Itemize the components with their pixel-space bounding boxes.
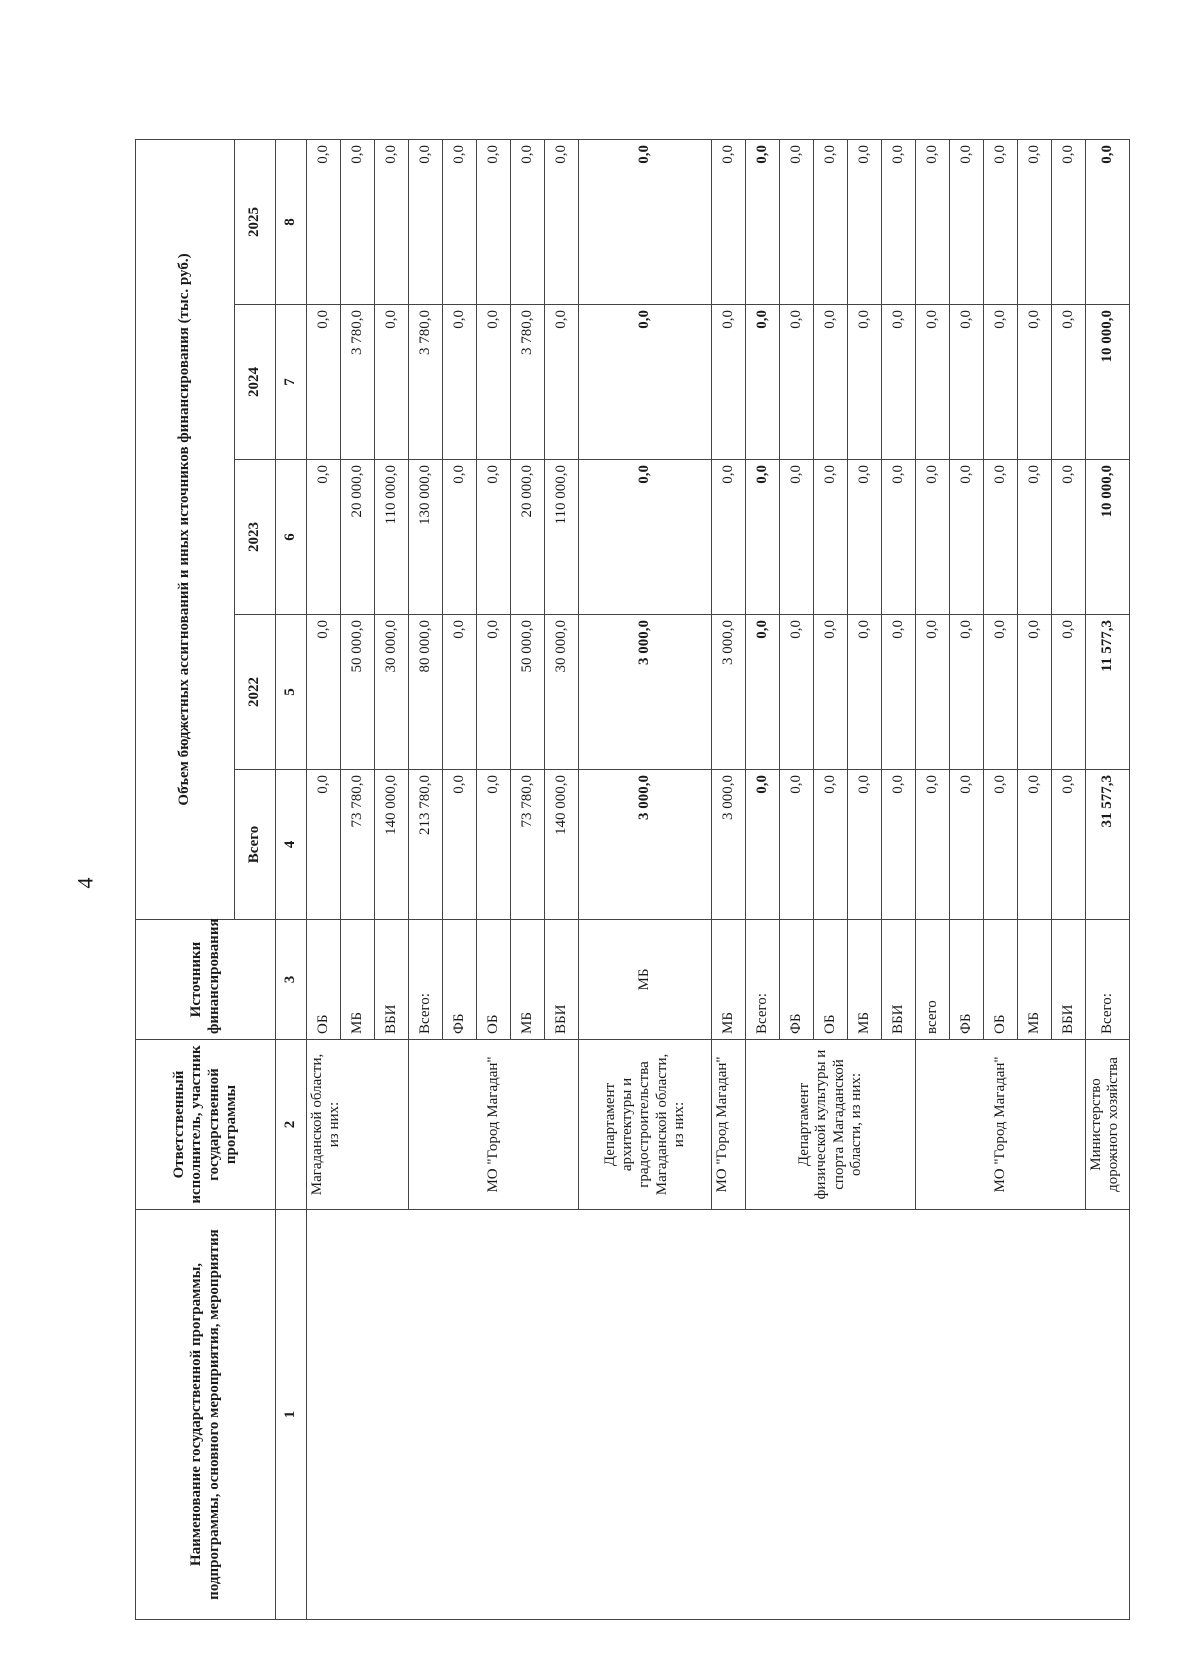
source-cell: ВБИ [375,920,409,1040]
column-number: 7 [276,305,307,460]
column-number: 8 [276,140,307,305]
value-2024: 0,0 [443,305,477,460]
value-2024: 0,0 [545,305,579,460]
column-number: 1 [276,1210,307,1620]
value-2023: 0,0 [712,460,746,615]
value-2025: 0,0 [579,140,712,305]
value-2022: 50 000,0 [341,615,375,770]
header-sources: Источники финансирования [136,920,276,1040]
value-2022: 3 000,0 [579,615,712,770]
value-2024: 0,0 [746,305,780,460]
value-2023: 0,0 [1018,460,1052,615]
value-2022: 0,0 [780,615,814,770]
value-2024: 0,0 [1052,305,1086,460]
column-number: 6 [276,460,307,615]
source-cell: ВБИ [882,920,916,1040]
value-total: 3 000,0 [712,770,746,920]
value-2023: 0,0 [984,460,1018,615]
value-2025: 0,0 [1086,140,1130,305]
page-number: 4 [72,877,98,889]
value-2025: 0,0 [511,140,545,305]
value-2022: 0,0 [814,615,848,770]
value-2022: 80 000,0 [409,615,443,770]
value-2024: 0,0 [579,305,712,460]
value-2022: 0,0 [477,615,511,770]
value-2023: 0,0 [882,460,916,615]
executor-cell: Департамент архитектуры и градостроительства Магаданской области, из них: [579,1040,712,1210]
header-year-2025: 2025 [235,140,276,305]
value-total: 213 780,0 [409,770,443,920]
value-total: 0,0 [746,770,780,920]
value-2025: 0,0 [443,140,477,305]
value-2023: 10 000,0 [1086,460,1130,615]
column-number: 5 [276,615,307,770]
value-2024: 0,0 [814,305,848,460]
value-2024: 0,0 [882,305,916,460]
value-2024: 0,0 [848,305,882,460]
value-2024: 0,0 [375,305,409,460]
executor-cell: МО "Город Магадан" [409,1040,579,1210]
value-2023: 0,0 [307,460,341,615]
header-total: Всего [235,770,276,920]
value-2024: 3 780,0 [341,305,375,460]
value-2025: 0,0 [950,140,984,305]
value-2024: 0,0 [780,305,814,460]
value-2023: 0,0 [848,460,882,615]
source-cell: МБ [848,920,882,1040]
column-number: 3 [276,920,307,1040]
column-number: 4 [276,770,307,920]
source-cell: ОБ [984,920,1018,1040]
source-cell: ФБ [780,920,814,1040]
source-cell: МБ [579,920,712,1040]
header-year-2024: 2024 [235,305,276,460]
source-cell: ФБ [443,920,477,1040]
value-2025: 0,0 [545,140,579,305]
executor-cell: МО "Город Магадан" [916,1040,1086,1210]
value-2022: 0,0 [1052,615,1086,770]
source-cell: МБ [1018,920,1052,1040]
source-cell: Всего: [409,920,443,1040]
header-program-name: Наименование государственной программы, подпрограммы, основного мероприятия, мероприятия [136,1210,276,1620]
source-cell: МБ [712,920,746,1040]
value-total: 0,0 [780,770,814,920]
executor-cell: МО "Город Магадан" [712,1040,746,1210]
value-total: 0,0 [916,770,950,920]
value-2023: 20 000,0 [341,460,375,615]
source-cell: Всего: [746,920,780,1040]
value-2025: 0,0 [409,140,443,305]
value-2023: 0,0 [814,460,848,615]
value-total: 140 000,0 [375,770,409,920]
source-cell: всего [916,920,950,1040]
value-2025: 0,0 [307,140,341,305]
value-2024: 0,0 [1018,305,1052,460]
value-2025: 0,0 [814,140,848,305]
value-2022: 0,0 [848,615,882,770]
value-2022: 0,0 [443,615,477,770]
value-2023: 0,0 [443,460,477,615]
value-2024: 3 780,0 [409,305,443,460]
source-cell: ОБ [307,920,341,1040]
value-2025: 0,0 [1052,140,1086,305]
value-2022: 0,0 [1018,615,1052,770]
source-cell: Всего: [1086,920,1130,1040]
value-2024: 0,0 [712,305,746,460]
value-2023: 0,0 [950,460,984,615]
value-total: 3 000,0 [579,770,712,920]
source-cell: ОБ [477,920,511,1040]
value-2024: 0,0 [984,305,1018,460]
value-2022: 30 000,0 [375,615,409,770]
value-2025: 0,0 [712,140,746,305]
value-2022: 0,0 [746,615,780,770]
value-total: 0,0 [848,770,882,920]
executor-cell: Министерство дорожного хозяйства [1086,1040,1130,1210]
source-cell: МБ [341,920,375,1040]
value-total: 73 780,0 [511,770,545,920]
value-total: 0,0 [984,770,1018,920]
value-2024: 10 000,0 [1086,305,1130,460]
value-total: 73 780,0 [341,770,375,920]
source-cell: ОБ [814,920,848,1040]
value-2022: 30 000,0 [545,615,579,770]
value-total: 0,0 [950,770,984,920]
header-budget-group: Объем бюджетных ассигнований и иных источников финансирования (тыс. руб.) [136,140,235,920]
value-2025: 0,0 [477,140,511,305]
value-2025: 0,0 [375,140,409,305]
value-2025: 0,0 [1018,140,1052,305]
value-2025: 0,0 [882,140,916,305]
value-total: 0,0 [307,770,341,920]
value-2022: 0,0 [882,615,916,770]
value-total: 0,0 [882,770,916,920]
source-cell: ФБ [950,920,984,1040]
value-2022: 0,0 [950,615,984,770]
value-2023: 0,0 [746,460,780,615]
executor-cell: Магаданской области, из них: [307,1040,409,1210]
value-2024: 3 780,0 [511,305,545,460]
value-2022: 0,0 [307,615,341,770]
value-2025: 0,0 [916,140,950,305]
value-total: 0,0 [1052,770,1086,920]
value-2022: 0,0 [916,615,950,770]
value-2023: 0,0 [579,460,712,615]
table-row [307,140,341,1620]
header-year-2023: 2023 [235,460,276,615]
value-2022: 3 000,0 [712,615,746,770]
value-total: 31 577,3 [1086,770,1130,920]
program-name-cell [307,1210,1130,1620]
value-2022: 0,0 [984,615,1018,770]
value-2025: 0,0 [984,140,1018,305]
value-2025: 0,0 [848,140,882,305]
value-2023: 0,0 [780,460,814,615]
value-2023: 0,0 [1052,460,1086,615]
column-number: 2 [276,1040,307,1210]
source-cell: ВБИ [1052,920,1086,1040]
rotated-table-wrapper [135,140,1122,1620]
value-2025: 0,0 [780,140,814,305]
value-2024: 0,0 [916,305,950,460]
value-2025: 0,0 [746,140,780,305]
value-2023: 0,0 [477,460,511,615]
source-cell: МБ [511,920,545,1040]
executor-cell: Департамент физической культуры и спорта Магаданской области, из них: [746,1040,916,1210]
value-2023: 20 000,0 [511,460,545,615]
value-total: 0,0 [1018,770,1052,920]
value-total: 0,0 [477,770,511,920]
value-total: 0,0 [814,770,848,920]
value-2024: 0,0 [307,305,341,460]
value-2022: 11 577,3 [1086,615,1130,770]
financing-table [135,139,1130,1620]
value-total: 0,0 [443,770,477,920]
source-cell: ВБИ [545,920,579,1040]
value-2023: 130 000,0 [409,460,443,615]
value-2024: 0,0 [477,305,511,460]
header-year-2022: 2022 [235,615,276,770]
value-2023: 110 000,0 [545,460,579,615]
header-executor: Ответственный исполнитель, участник государственной программы [136,1040,276,1210]
value-2022: 50 000,0 [511,615,545,770]
value-2023: 110 000,0 [375,460,409,615]
value-2024: 0,0 [950,305,984,460]
value-total: 140 000,0 [545,770,579,920]
value-2023: 0,0 [916,460,950,615]
value-2025: 0,0 [341,140,375,305]
